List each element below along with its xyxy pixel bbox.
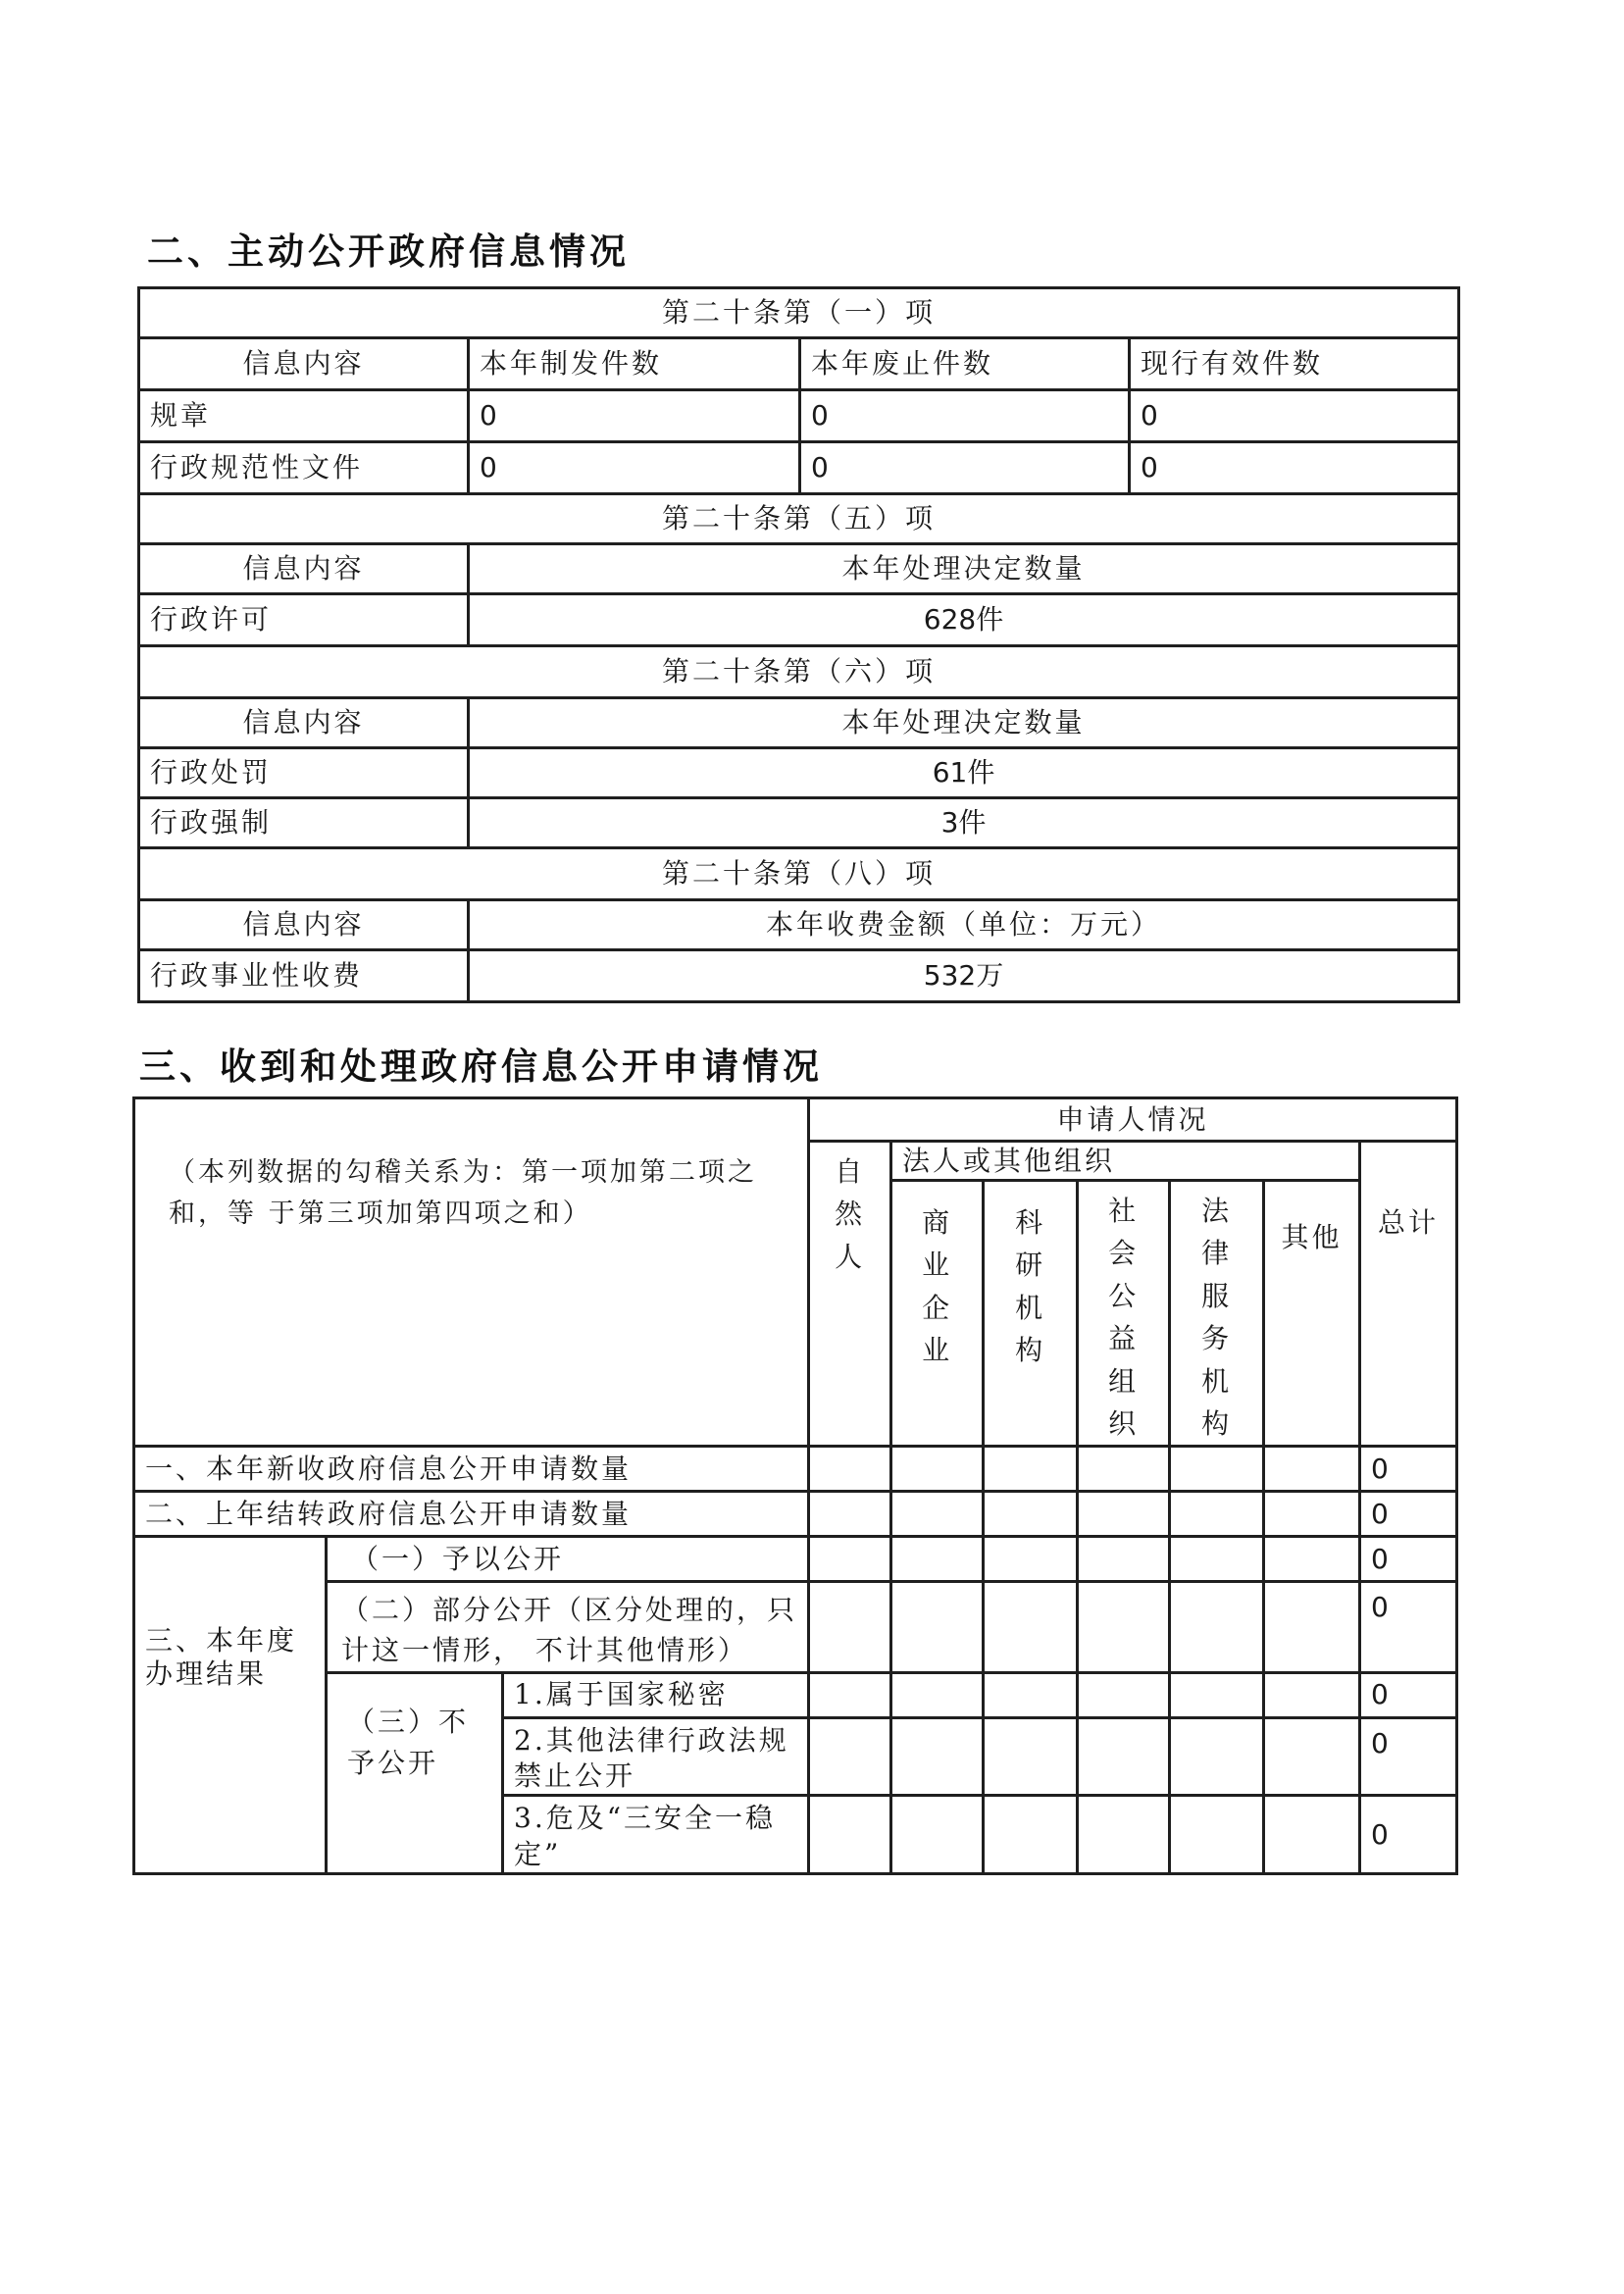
- row-label: 1.属于国家秘密: [503, 1672, 809, 1717]
- art8-row-value: 532万: [469, 950, 1459, 1002]
- art1-row-value: 0: [1130, 390, 1459, 442]
- application-table: [132, 1096, 1458, 1875]
- art1-col-issued: 本年制发件数: [469, 338, 800, 390]
- proactive-disclosure-table: [137, 286, 1460, 1003]
- art1-header: 第二十条第（一）项: [139, 288, 1459, 338]
- art6-row-name: 行政强制: [139, 798, 469, 848]
- art1-row-value: 0: [800, 442, 1130, 494]
- art1-row-name: 规章: [139, 390, 469, 442]
- row-total: 0: [1360, 1537, 1457, 1582]
- row-label: （一）予以公开: [327, 1537, 809, 1582]
- col-other: 其他: [1264, 1181, 1360, 1447]
- natural-person-header: 自然人: [809, 1142, 891, 1447]
- row-new-applications: [134, 1447, 1457, 1492]
- applicant-header: 申请人情况: [809, 1098, 1457, 1142]
- row-disclosed: [134, 1537, 1457, 1582]
- art8-header: 第二十条第（八）项: [139, 848, 1459, 900]
- art6-row-value: 3件: [469, 798, 1459, 848]
- results-label: 三、本年度办理结果: [134, 1537, 327, 1874]
- art1-col-abolished: 本年废止件数: [800, 338, 1130, 390]
- section2-title: 二、主动公开政府信息情况: [147, 230, 630, 273]
- art6-row-name: 行政处罚: [139, 748, 469, 798]
- legal-group-header: 法人或其他组织: [891, 1142, 1360, 1181]
- art8-row: [139, 950, 1459, 1002]
- art6-header: 第二十条第（六）项: [139, 646, 1459, 698]
- art5-row-value: 628件: [469, 594, 1459, 646]
- row-carried-over: [134, 1492, 1457, 1537]
- art6-row: [139, 748, 1459, 798]
- row-total: 0: [1360, 1717, 1457, 1796]
- row-state-secret: [134, 1672, 1457, 1717]
- row-total: 0: [1360, 1492, 1457, 1537]
- col-public-welfare: 社会公益组织: [1078, 1181, 1170, 1447]
- row-total: 0: [1360, 1447, 1457, 1492]
- art8-col-amount: 本年收费金额（单位：万元）: [469, 900, 1459, 950]
- art1-row-value: 0: [1130, 442, 1459, 494]
- section3-title: 三、收到和处理政府信息公开申请情况: [139, 1045, 823, 1088]
- row-label: 3.危及“三安全一稳定”: [503, 1796, 809, 1874]
- row-partial: [134, 1582, 1457, 1672]
- col-legal-service: 法律服务机构: [1170, 1181, 1264, 1447]
- art6-row: [139, 798, 1459, 848]
- art8-col-content: 信息内容: [139, 900, 469, 950]
- art5-col-count: 本年处理决定数量: [469, 544, 1459, 594]
- not-disclosed-label: （三）不予公开: [327, 1672, 503, 1874]
- art1-col-content: 信息内容: [139, 338, 469, 390]
- col-research: 科研机构: [984, 1181, 1078, 1447]
- row-label: 2.其他法律行政法规禁止公开: [503, 1717, 809, 1796]
- art5-row-name: 行政许可: [139, 594, 469, 646]
- art1-row: [139, 442, 1459, 494]
- col-commercial: 商业企业: [891, 1181, 984, 1447]
- art5-header: 第二十条第（五）项: [139, 494, 1459, 544]
- row-total: 0: [1360, 1582, 1457, 1672]
- art1-row-value: 0: [469, 442, 800, 494]
- art8-row-name: 行政事业性收费: [139, 950, 469, 1002]
- relation-note: （本列数据的勾稽关系为：第一项加第二项之和，等 于第三项加第四项之和）: [134, 1098, 809, 1447]
- art5-row: [139, 594, 1459, 646]
- row-label: 二、上年结转政府信息公开申请数量: [134, 1492, 809, 1537]
- art6-col-content: 信息内容: [139, 698, 469, 748]
- art6-col-count: 本年处理决定数量: [469, 698, 1459, 748]
- art5-col-content: 信息内容: [139, 544, 469, 594]
- art1-row-value: 0: [469, 390, 800, 442]
- art1-col-valid: 现行有效件数: [1130, 338, 1459, 390]
- row-total: 0: [1360, 1796, 1457, 1874]
- row-label: （二）部分公开（区分处理的，只计这一情形， 不计其他情形）: [327, 1582, 809, 1672]
- art6-row-value: 61件: [469, 748, 1459, 798]
- row-label: 一、本年新收政府信息公开申请数量: [134, 1447, 809, 1492]
- art1-row-name: 行政规范性文件: [139, 442, 469, 494]
- row-total: 0: [1360, 1672, 1457, 1717]
- art1-row: [139, 390, 1459, 442]
- total-header: 总计: [1360, 1142, 1457, 1447]
- art1-row-value: 0: [800, 390, 1130, 442]
